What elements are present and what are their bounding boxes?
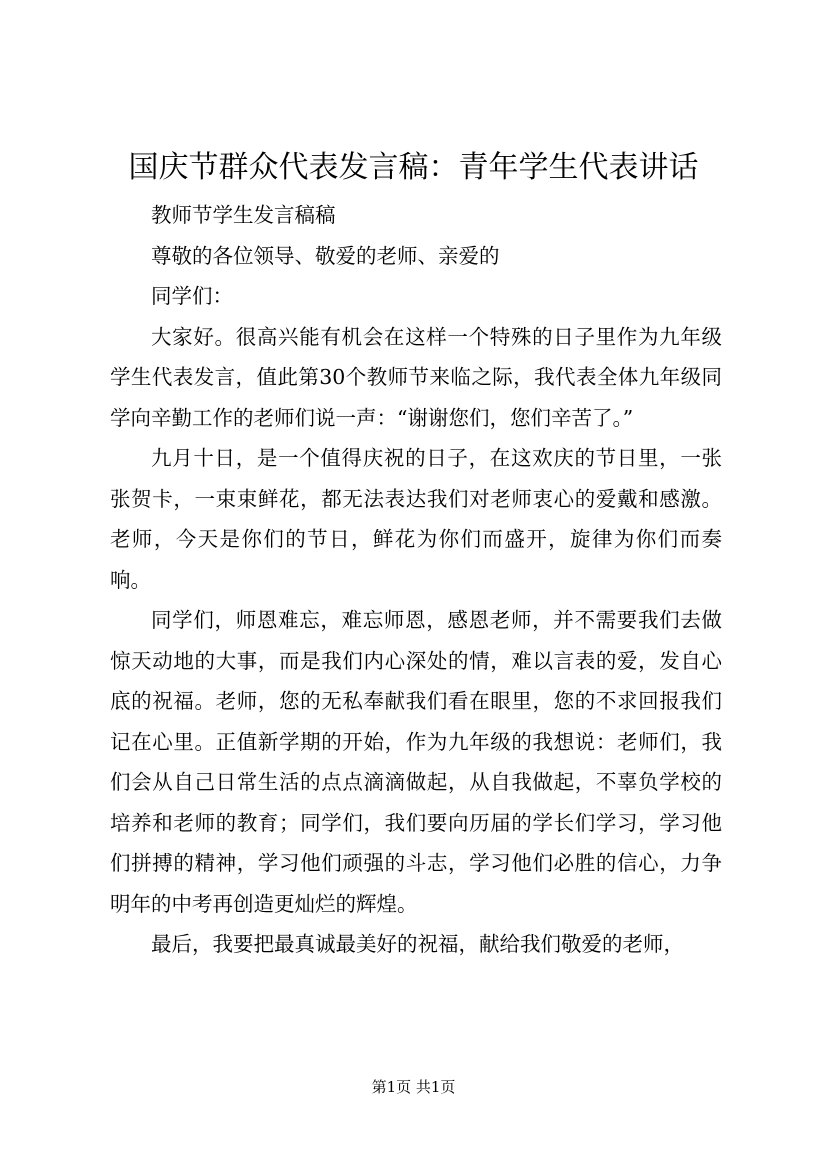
paragraph-gratitude: 同学们，师恩难忘，难忘师恩，感恩老师，并不需要我们去做惊天动地的大事，而是我们内心深处的情，难以言表的爱，发自心底的祝福。老师，您的无私奉献我们看在眼里，您的不求回报我们记在心里。正值新学期的开始，作为九年级的我想说：老师们，我们会从自己日常生活的点点滴滴做起，从自我做起，不辜负学校的培养和老师的教育；同学们，我们要向历届的学长们学习，学习他们拼搏的精神，学习他们顽强的斗志，学习他们必胜的信心，力争明年的中考再创造更灿烂的辉煌。: [110, 608, 722, 916]
document-body: [110, 195, 722, 965]
paragraph-salutation-cont: 同学们：: [151, 284, 233, 308]
paragraph-greeting: 大家好。很高兴能有机会在这样一个特殊的日子里作为九年级学生代表发言，值此第30个教师节来临之际，我代表全体九年级同学向辛勤工作的老师们说一声：“谢谢您们，您们辛苦了。”: [110, 324, 722, 430]
paragraph-salutation: 尊敬的各位领导、敬爱的老师、亲爱的: [151, 243, 500, 268]
paragraph-teachers-day: 九月十日，是一个值得庆祝的日子，在这欢庆的节日里，一张张贺卡，一束束鲜花，都无法表达我们对老师衷心的爱戴和感激。老师，今天是你们的节日，鲜花为你们而盛开，旋律为你们而奏响。: [110, 446, 722, 592]
paragraph-subtitle: 教师节学生发言稿稿: [151, 203, 336, 227]
document-title: 国庆节群众代表发言稿：青年学生代表讲话: [128, 150, 699, 185]
page-footer: 第1页 共1页: [371, 1078, 456, 1096]
paragraph-closing: 最后，我要把最真诚最美好的祝福，献给我们敬爱的老师，: [151, 932, 684, 956]
